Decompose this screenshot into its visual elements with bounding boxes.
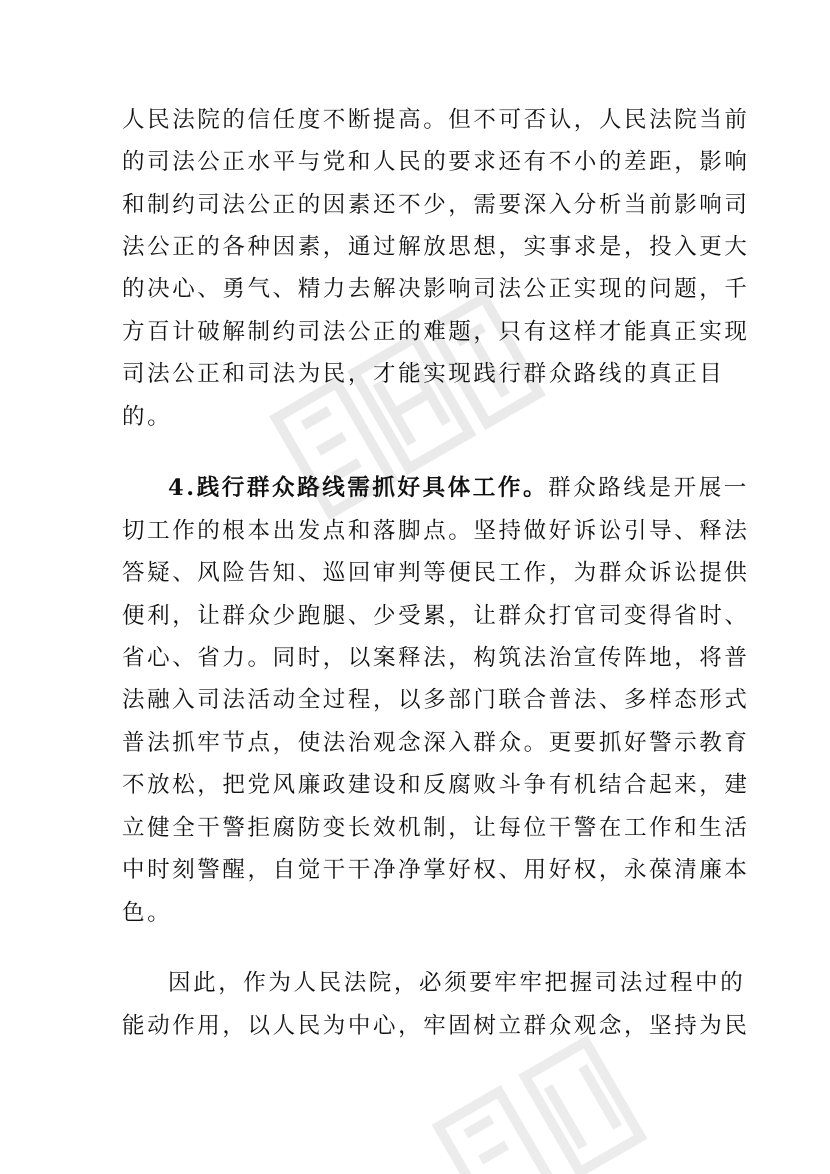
text-line: 的。 [122, 404, 173, 430]
text-line: 普法抓牢节点，使法治观念深入群众。更要抓好警示教育 [122, 730, 750, 756]
text-line: 司法公正和司法为民，才能实现践行群众路线的真正目 [122, 361, 725, 387]
heading-line-rest: 群众路线是开展一 [548, 475, 749, 501]
text-line: 法公正的各种因素，通过解放思想，实事求是，投入更大 [122, 234, 750, 260]
text-line: 答疑、风险告知、巡回审判等便民工作，为群众诉讼提供 [122, 560, 750, 586]
text-line: 不放松，把党风廉政建设和反腐败斗争有机结合起来，建 [122, 772, 750, 798]
text-line: 切工作的根本出发点和落脚点。坚持做好诉讼引导、释法 [122, 518, 750, 544]
text-line: 便利，让群众少跑腿、少受累，让群众打官司变得省时、 [122, 603, 750, 629]
text-line: 和制约司法公正的因素还不少，需要深入分析当前影响司 [122, 192, 750, 218]
text-line: 法融入司法活动全过程，以多部门联合普法、多样态形式 [122, 687, 750, 713]
text-line: 人民法院的信任度不断提高。但不可否认，人民法院当前 [122, 107, 750, 133]
text-line: 省心、省力。同时，以案释法，构筑法治宣传阵地，将普 [122, 645, 750, 671]
text-line [168, 468, 749, 508]
section-heading: 4.践行群众路线需抓好具体工作。 [168, 475, 549, 501]
text-line: 立健全干警拒腐防变长效机制，让每位干警在工作和生活 [122, 815, 750, 841]
text-line: 能动作用，以人民为中心，牢固树立群众观念，坚持为民 [122, 1013, 750, 1039]
text-line: 方百计破解制约司法公正的难题，只有这样才能真正实现 [122, 319, 750, 345]
text-line: 的司法公正水平与党和人民的要求还有不小的差距，影响 [122, 149, 750, 175]
text-line: 因此，作为人民法院，必须要牢牢把握司法过程中的 [168, 970, 746, 996]
text-line: 中时刻警醒，自觉干干净净掌好权、用好权，永葆清廉本 [122, 857, 750, 883]
text-line: 的决心、勇气、精力去解决影响司法公正实现的问题，千 [122, 276, 750, 302]
text-line: 色。 [122, 900, 173, 926]
